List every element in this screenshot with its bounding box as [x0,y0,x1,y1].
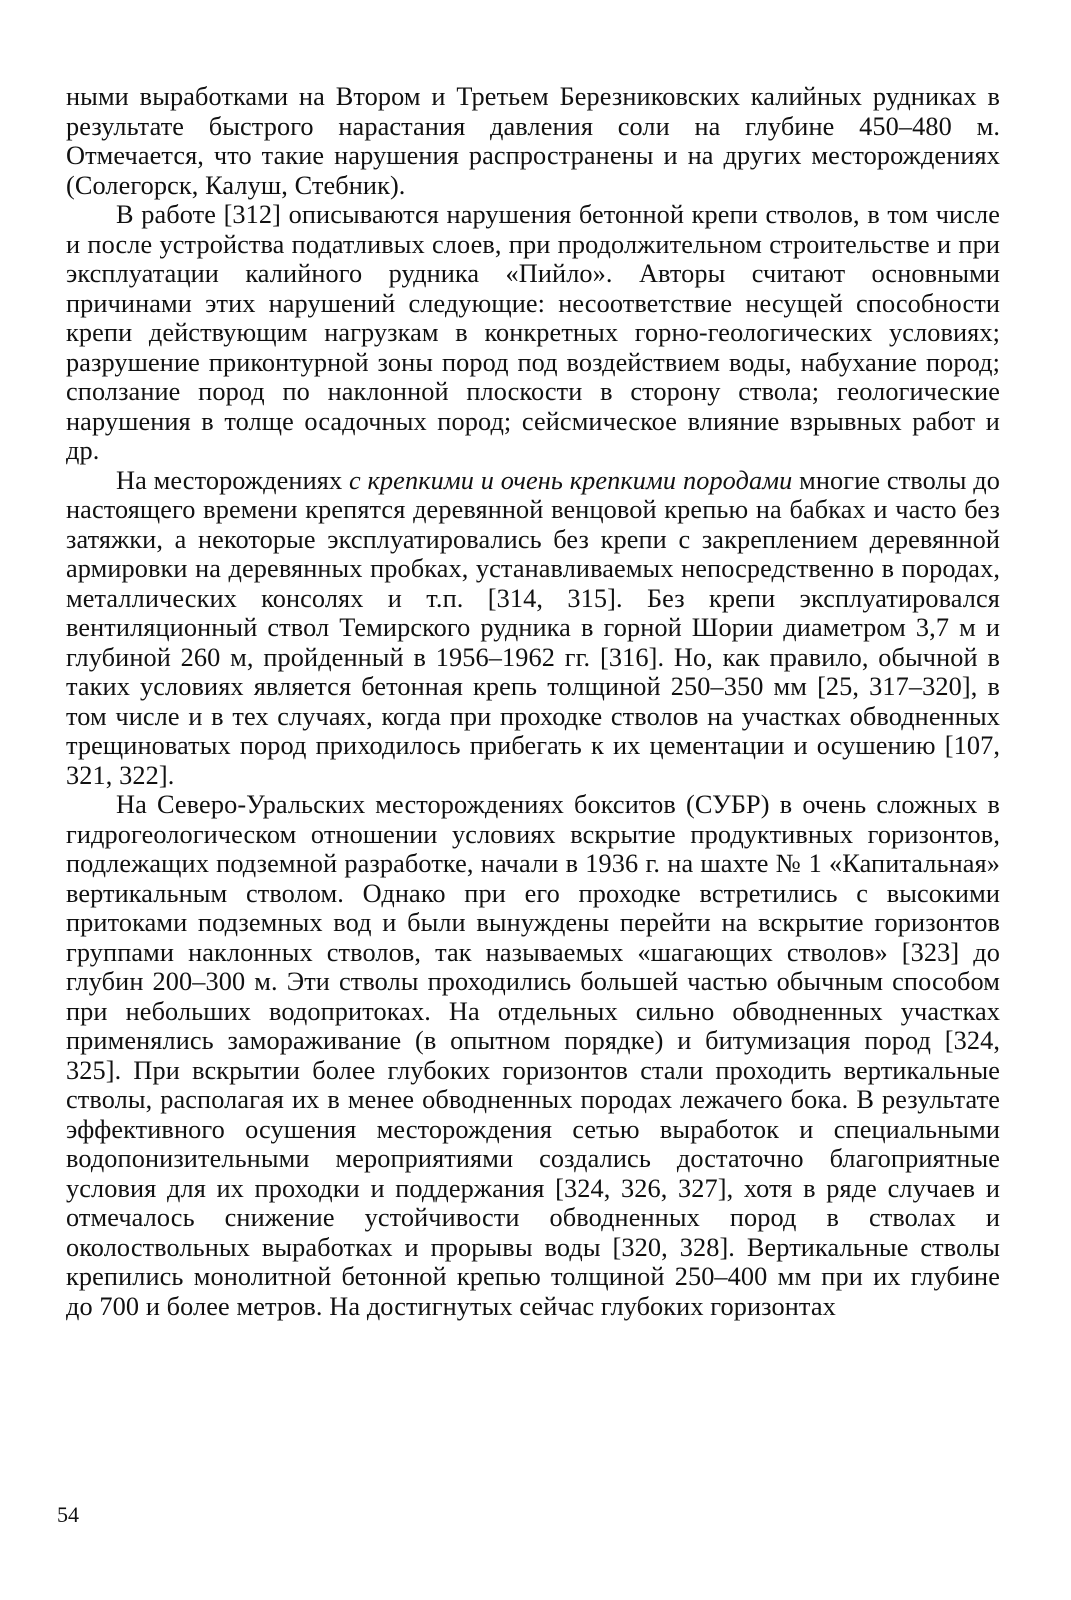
paragraph-2-text: В работе [312] описываются нарушения бетонной крепи стволов, в том числе и после устройства податливых слоев, при продолжительном строительстве и при эксплуатации калийного рудника «Пийло». Авторы считают основными причинами этих нарушений следующие: несоответствие несущей способности крепи действующим нагрузкам в конкретных горно-геологических условиях; разрушение приконтурной зоны пород под воздействием воды, набухание пород; сползание пород по наклонной плоскости в сторону ствола; геологические нарушения в толще осадочных пород; сейсмическое влияние взрывных работ и др. [66,200,1000,465]
paragraph-3-italic-phrase: с крепкими и очень крепкими породами [348,465,793,495]
paragraph-2 [66,200,1000,466]
paragraph-3 [66,466,1000,791]
paragraph-4 [66,790,1000,1321]
paragraph-1 [66,82,1000,200]
paragraph-3-text-end: многие стволы до настоящего времени крепятся деревянной венцовой крепью на бабках и часто без затяжки, а некоторые эксплуатировались без крепи с закреплением деревянной армировки на деревянных пробках, устанавливаемых непосредственно в породах, металлических консолях и т.п. [314, 315]. Без крепи эксплуатировался вентиляционный ствол Темирского рудника в горной Шории диаметром 3,7 м и глубиной 260 м, пройденный в 1956–1962 гг. [316]. Но, как правило, обычной в таких условиях является бетонная крепь толщиной 250–350 мм [25, 317–320], в том числе и в тех случаях, когда при проходке стволов на участках обводненных трещиноватых пород приходилось прибегать к их цементации и осушению [107, 321, 322]. [66,465,1000,790]
paragraph-3-text-start: На месторождениях [116,465,349,495]
paragraph-4-text: На Северо-Уральских месторождениях бокситов (СУБР) в очень сложных в гидрогеологическом отношении условиях вскрытие продуктивных горизонтов, подлежащих подземной разработке, начали в 1936 г. на шахте № 1 «Капитальная» вертикальным стволом. Однако при его проходке встретились с высокими притоками подземных вод и были вынуждены перейти на вскрытие горизонтов группами наклонных стволов, так называемых «шагающих стволов» [323] до глубин 200–300 м. Эти стволы проходились большей частью обычным способом при небольших водопритоках. На отдельных сильно обводненных участках применялись замораживание (в опытном порядке) и битумизация пород [324, 325]. При вскрытии более глубоких горизонтов стали проходить вертикальные стволы, располагая их в менее обводненных породах лежачего бока. В результате эффективного осушения месторождения сетью выработок и специальными водопонизительными мероприятиями создались достаточно благоприятные условия для их проходки и поддержания [324, 326, 327], хотя в ряде случаев и отмечалось снижение устойчивости обводненных пород в стволах и околоствольных выработках и прорывы воды [320, 328]. Вертикальные стволы крепились монолитной бетонной крепью толщиной 250–400 мм при их глубине до 700 и более метров. На достигнутых сейчас глубоких горизонтах [66,790,1000,1321]
page-number: 54 [57,1502,79,1527]
document-page [66,82,1000,1321]
paragraph-1-text: ными выработками на Втором и Третьем Березниковских калийных рудниках в результате быстрого нарастания давления соли на глубине 450–480 м. Отмечается, что такие нарушения распространены и на других месторождениях (Солегорск, Калуш, Стебник). [66,82,1000,200]
